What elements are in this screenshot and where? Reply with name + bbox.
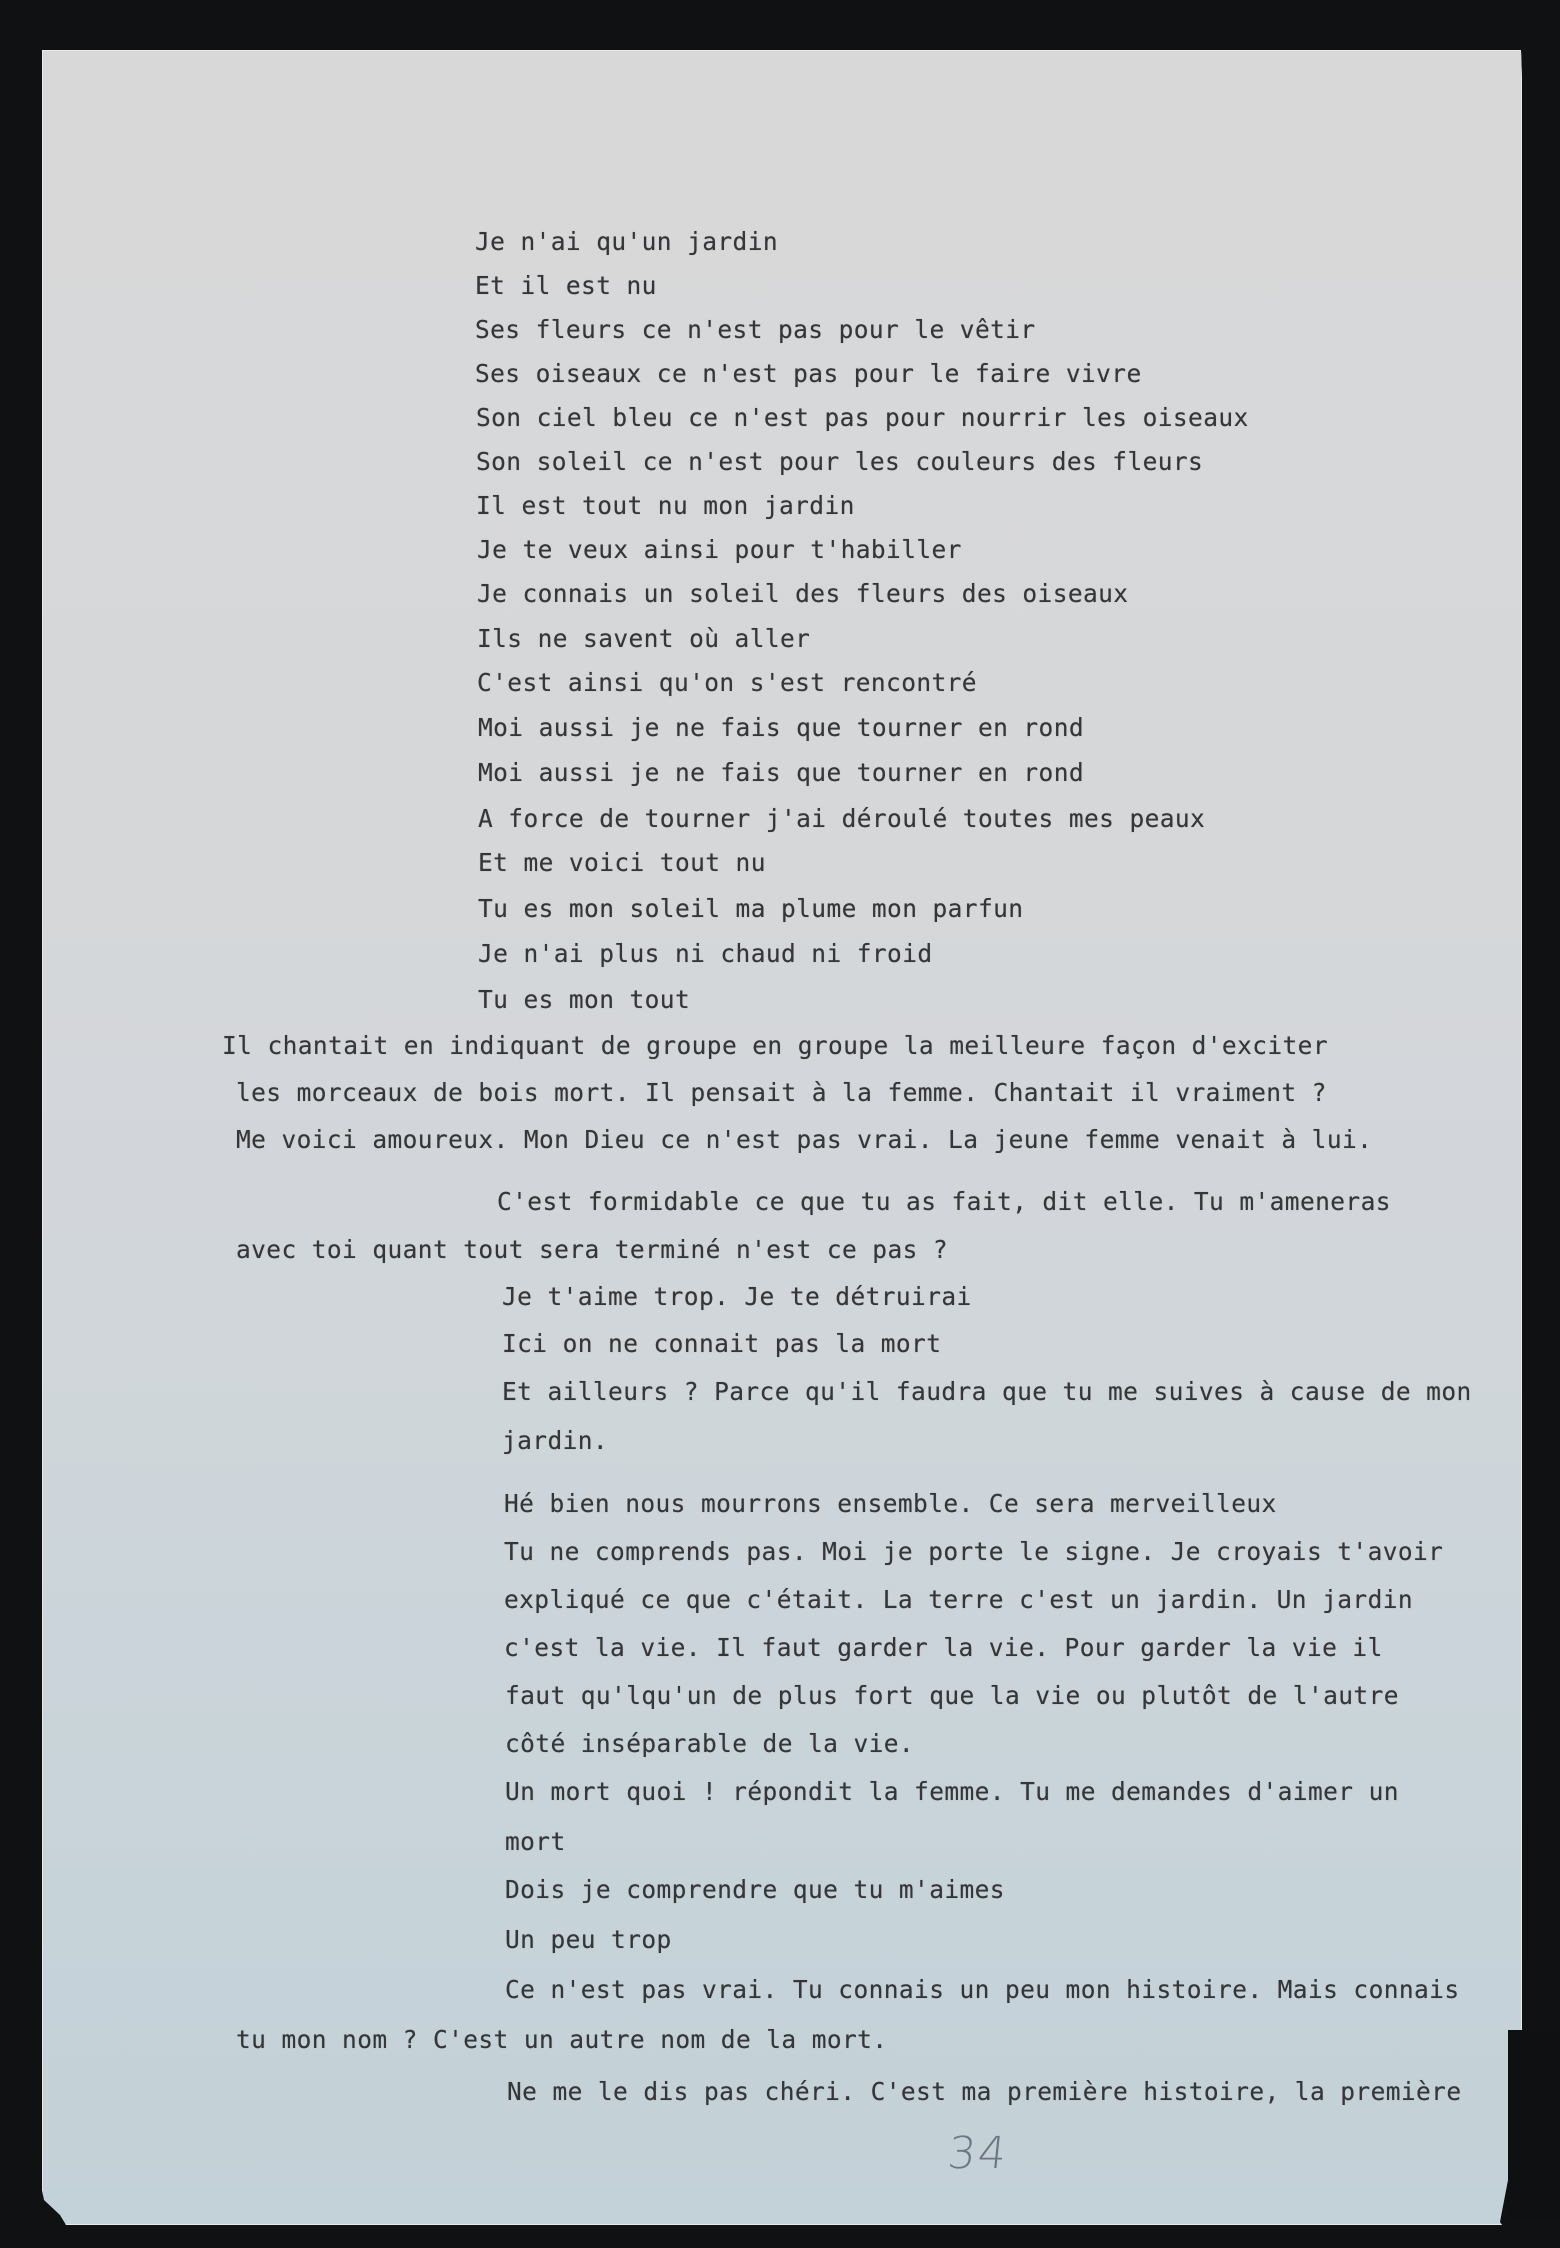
poem-line: Je n'ai qu'un jardin [475,227,779,256]
dialogue-line: faut qu'lqu'un de plus fort que la vie ou plutôt de l'autre [505,1681,1399,1710]
poem-line: Moi aussi je ne fais que tourner en rond [478,713,1085,742]
poem-line: Ils ne savent où aller [477,624,811,653]
poem-line: A force de tourner j'ai déroulé toutes mes peaux [478,804,1206,833]
dialogue-line: Un mort quoi ! répondit la femme. Tu me demandes d'aimer un [505,1777,1399,1806]
dialogue-line: Ne me le dis pas chéri. C'est ma première histoire, la première [507,2077,1462,2106]
poem-line: Tu es mon tout [478,985,691,1014]
dialogue-line: avec toi quant tout sera terminé n'est ce pas ? [236,1235,949,1264]
poem-line: Tu es mon soleil ma plume mon parfun [478,894,1024,923]
poem-line: Je n'ai plus ni chaud ni froid [478,939,933,968]
poem-line: C'est ainsi qu'on s'est rencontré [477,668,977,697]
dialogue-line: Dois je comprendre que tu m'aimes [505,1875,1005,1904]
poem-line: Son soleil ce n'est pour les couleurs des fleurs [476,447,1204,476]
dialogue-line: mort [505,1827,566,1856]
dialogue-line: jardin. [502,1426,609,1455]
poem-line: Et me voici tout nu [478,848,766,877]
poem-line: Ses fleurs ce n'est pas pour le vêtir [475,315,1036,344]
poem-line: Je te veux ainsi pour t'habiller [477,535,962,564]
dialogue-line: C'est formidable ce que tu as fait, dit elle. Tu m'ameneras [497,1187,1391,1216]
dialogue-line: côté inséparable de la vie. [505,1729,915,1758]
dialogue-line: Ce n'est pas vrai. Tu connais un peu mon histoire. Mais connais [505,1975,1460,2004]
narrative-line: Il chantait en indiquant de groupe en groupe la meilleure façon d'exciter [222,1031,1328,1060]
poem-line: Je connais un soleil des fleurs des oiseaux [477,579,1129,608]
poem-line: Ses oiseaux ce n'est pas pour le faire vivre [475,359,1142,388]
dialogue-line: c'est la vie. Il faut garder la vie. Pour garder la vie il [504,1633,1383,1662]
dialogue-line: Hé bien nous mourrons ensemble. Ce sera merveilleux [504,1489,1277,1518]
poem-line: Moi aussi je ne fais que tourner en rond [478,758,1085,787]
page-number: 34 [945,2128,1011,2179]
dialogue-line: Je t'aime trop. Je te détruirai [502,1282,972,1311]
torn-corner [1508,2030,1560,2220]
dialogue-line: Tu ne comprends pas. Moi je porte le signe. Je croyais t'avoir [504,1537,1444,1566]
dialogue-line: Ici on ne connait pas la mort [502,1329,942,1358]
poem-line: Et il est nu [475,271,657,300]
narrative-line: les morceaux de bois mort. Il pensait à la femme. Chantait il vraiment ? [236,1078,1327,1107]
dialogue-line: expliqué ce que c'était. La terre c'est un jardin. Un jardin [504,1585,1414,1614]
poem-line: Son ciel bleu ce n'est pas pour nourrir les oiseaux [476,403,1249,432]
dialogue-line: tu mon nom ? C'est un autre nom de la mort. [236,2025,888,2054]
dialogue-line: Et ailleurs ? Parce qu'il faudra que tu me suives à cause de mon [502,1377,1472,1406]
dialogue-line: Un peu trop [505,1925,672,1954]
poem-line: Il est tout nu mon jardin [476,491,855,520]
narrative-line: Me voici amoureux. Mon Dieu ce n'est pas vrai. La jeune femme venait à lui. [236,1125,1373,1154]
